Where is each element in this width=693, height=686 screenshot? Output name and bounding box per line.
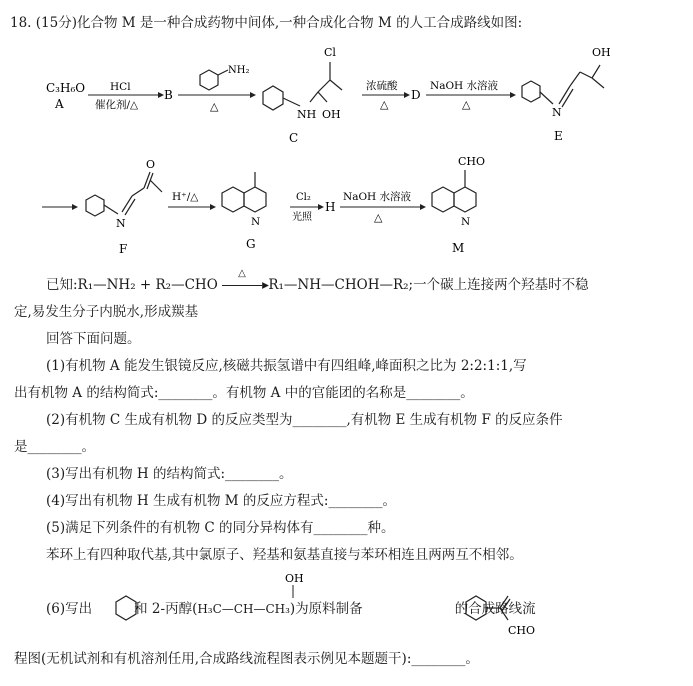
compound-f-o: O [146, 158, 156, 171]
sub3: (3)写出有机物 H 的结构简式:________。 [46, 466, 293, 482]
step7-top: NaOH 水溶液 [343, 191, 412, 203]
compound-c-label: C [289, 131, 299, 145]
sub4: (4)写出有机物 H 生成有机物 M 的反应方程式:________。 [46, 493, 396, 509]
sub6-oh: OH [285, 572, 304, 585]
compound-g-structure [222, 172, 266, 212]
compound-m-n: N [461, 216, 471, 228]
step6-top: Cl₂ [296, 192, 311, 203]
compound-e-n: N [552, 106, 562, 119]
sub1-line1: (1)有机物 A 能发生银镜反应,核磁共振氢谱中有四组峰,峰面积之比为 2:2:1:1,写 [46, 358, 527, 374]
sub2-line1: (2)有机物 C 生成有机物 D 的反应类型为________,有机物 E 生成有机物 F 的反应条件 [46, 412, 563, 428]
product-cho: CHO [508, 624, 536, 637]
known-note2: 定,易发生分子内脱水,形成羰基 [14, 304, 199, 320]
compound-a-formula: C₃H₆O [46, 81, 86, 95]
compound-a-label: A [55, 97, 64, 111]
propanol-formula: H₃C—CH—CH₃ [197, 602, 290, 616]
compound-g-label: G [246, 237, 256, 251]
aniline-structure [200, 70, 228, 90]
blank-a-groups[interactable]: ________ [406, 385, 461, 401]
compound-d-label: D [411, 88, 421, 102]
compound-g-n: N [251, 216, 261, 228]
question-header: 18. (15分)化合物 M 是一种合成药物中间体,一种合成化合物 M 的人工合成路线如图: [10, 15, 523, 31]
step2-bottom: △ [210, 100, 219, 113]
known-reaction [46, 268, 589, 294]
compound-e-label: E [554, 129, 563, 143]
blank-e-to-f-condition[interactable]: ________ [27, 439, 82, 455]
sub6-line2: 程图(无机试剂和有机溶剂任用,合成路线流程图表示例见本题题干):________。 [14, 651, 479, 667]
compound-e-structure [522, 65, 604, 107]
known-right: R₁—NH—CHOH—R₂ [268, 277, 409, 293]
step4-bottom: △ [462, 98, 471, 111]
sub1-line2: 出有机物 A 的结构简式:________。有机物 A 中的官能团的名称是________。 [14, 385, 474, 401]
compound-m-label: M [452, 241, 465, 255]
compound-c-nh: NH [297, 108, 317, 121]
step3-top: 浓硫酸 [366, 80, 398, 92]
compound-f-n: N [116, 217, 126, 230]
compound-c-oh: OH [322, 108, 341, 121]
compound-h-label: H [325, 200, 336, 214]
blank-synthesis-route[interactable]: ________ [411, 651, 466, 667]
known-left: 已知:R₁—NH₂ + R₂—CHO [46, 277, 218, 293]
blank-h-structure[interactable]: ________ [225, 466, 280, 482]
known-arrow: △ ▸ [222, 276, 264, 294]
blank-c-to-d-type[interactable]: ________ [292, 412, 347, 428]
known-cond: △ [238, 268, 246, 279]
step6-bottom: 光照 [292, 212, 312, 223]
step5-top: H⁺/△ [172, 191, 199, 203]
sub2-line2: 是________。 [14, 439, 95, 455]
synthesis-scheme [0, 0, 693, 270]
sub5: (5)满足下列条件的有机物 C 的同分异构体有________种。 [46, 520, 395, 536]
reagent-nh2: NH₂ [228, 65, 250, 76]
compound-c-structure [263, 62, 342, 110]
step3-bottom: △ [380, 98, 389, 111]
step1-top: HCl [110, 81, 131, 93]
compound-e-oh: OH [592, 46, 611, 59]
compound-f-label: F [119, 242, 128, 256]
blank-h-to-m-equation[interactable]: ________ [328, 493, 383, 509]
step7-bottom: △ [374, 211, 383, 224]
blank-isomer-count[interactable]: ________ [313, 520, 368, 536]
compound-m-cho: CHO [458, 155, 486, 168]
compound-m-structure [432, 170, 476, 212]
known-note: ;一个碳上连接两个羟基时不稳 [408, 277, 589, 293]
compound-c-cl: Cl [324, 46, 336, 59]
sub5-condition: 苯环上有四种取代基,其中氯原子、羟基和氨基直接与苯环相连且两两互不相邻。 [46, 547, 523, 563]
step1-bottom: 催化剂/△ [95, 99, 139, 111]
sub6-line1: (6)写出 和 2-丙醇(H₃C—CH—CH₃)为原料制备 的合成路线流 [46, 601, 536, 617]
blank-a-structure[interactable]: ________ [158, 385, 213, 401]
compound-f-structure [86, 172, 162, 216]
prompt: 回答下面问题。 [46, 331, 141, 347]
step4-top: NaOH 水溶液 [430, 80, 499, 92]
compound-b-label: B [164, 88, 173, 102]
